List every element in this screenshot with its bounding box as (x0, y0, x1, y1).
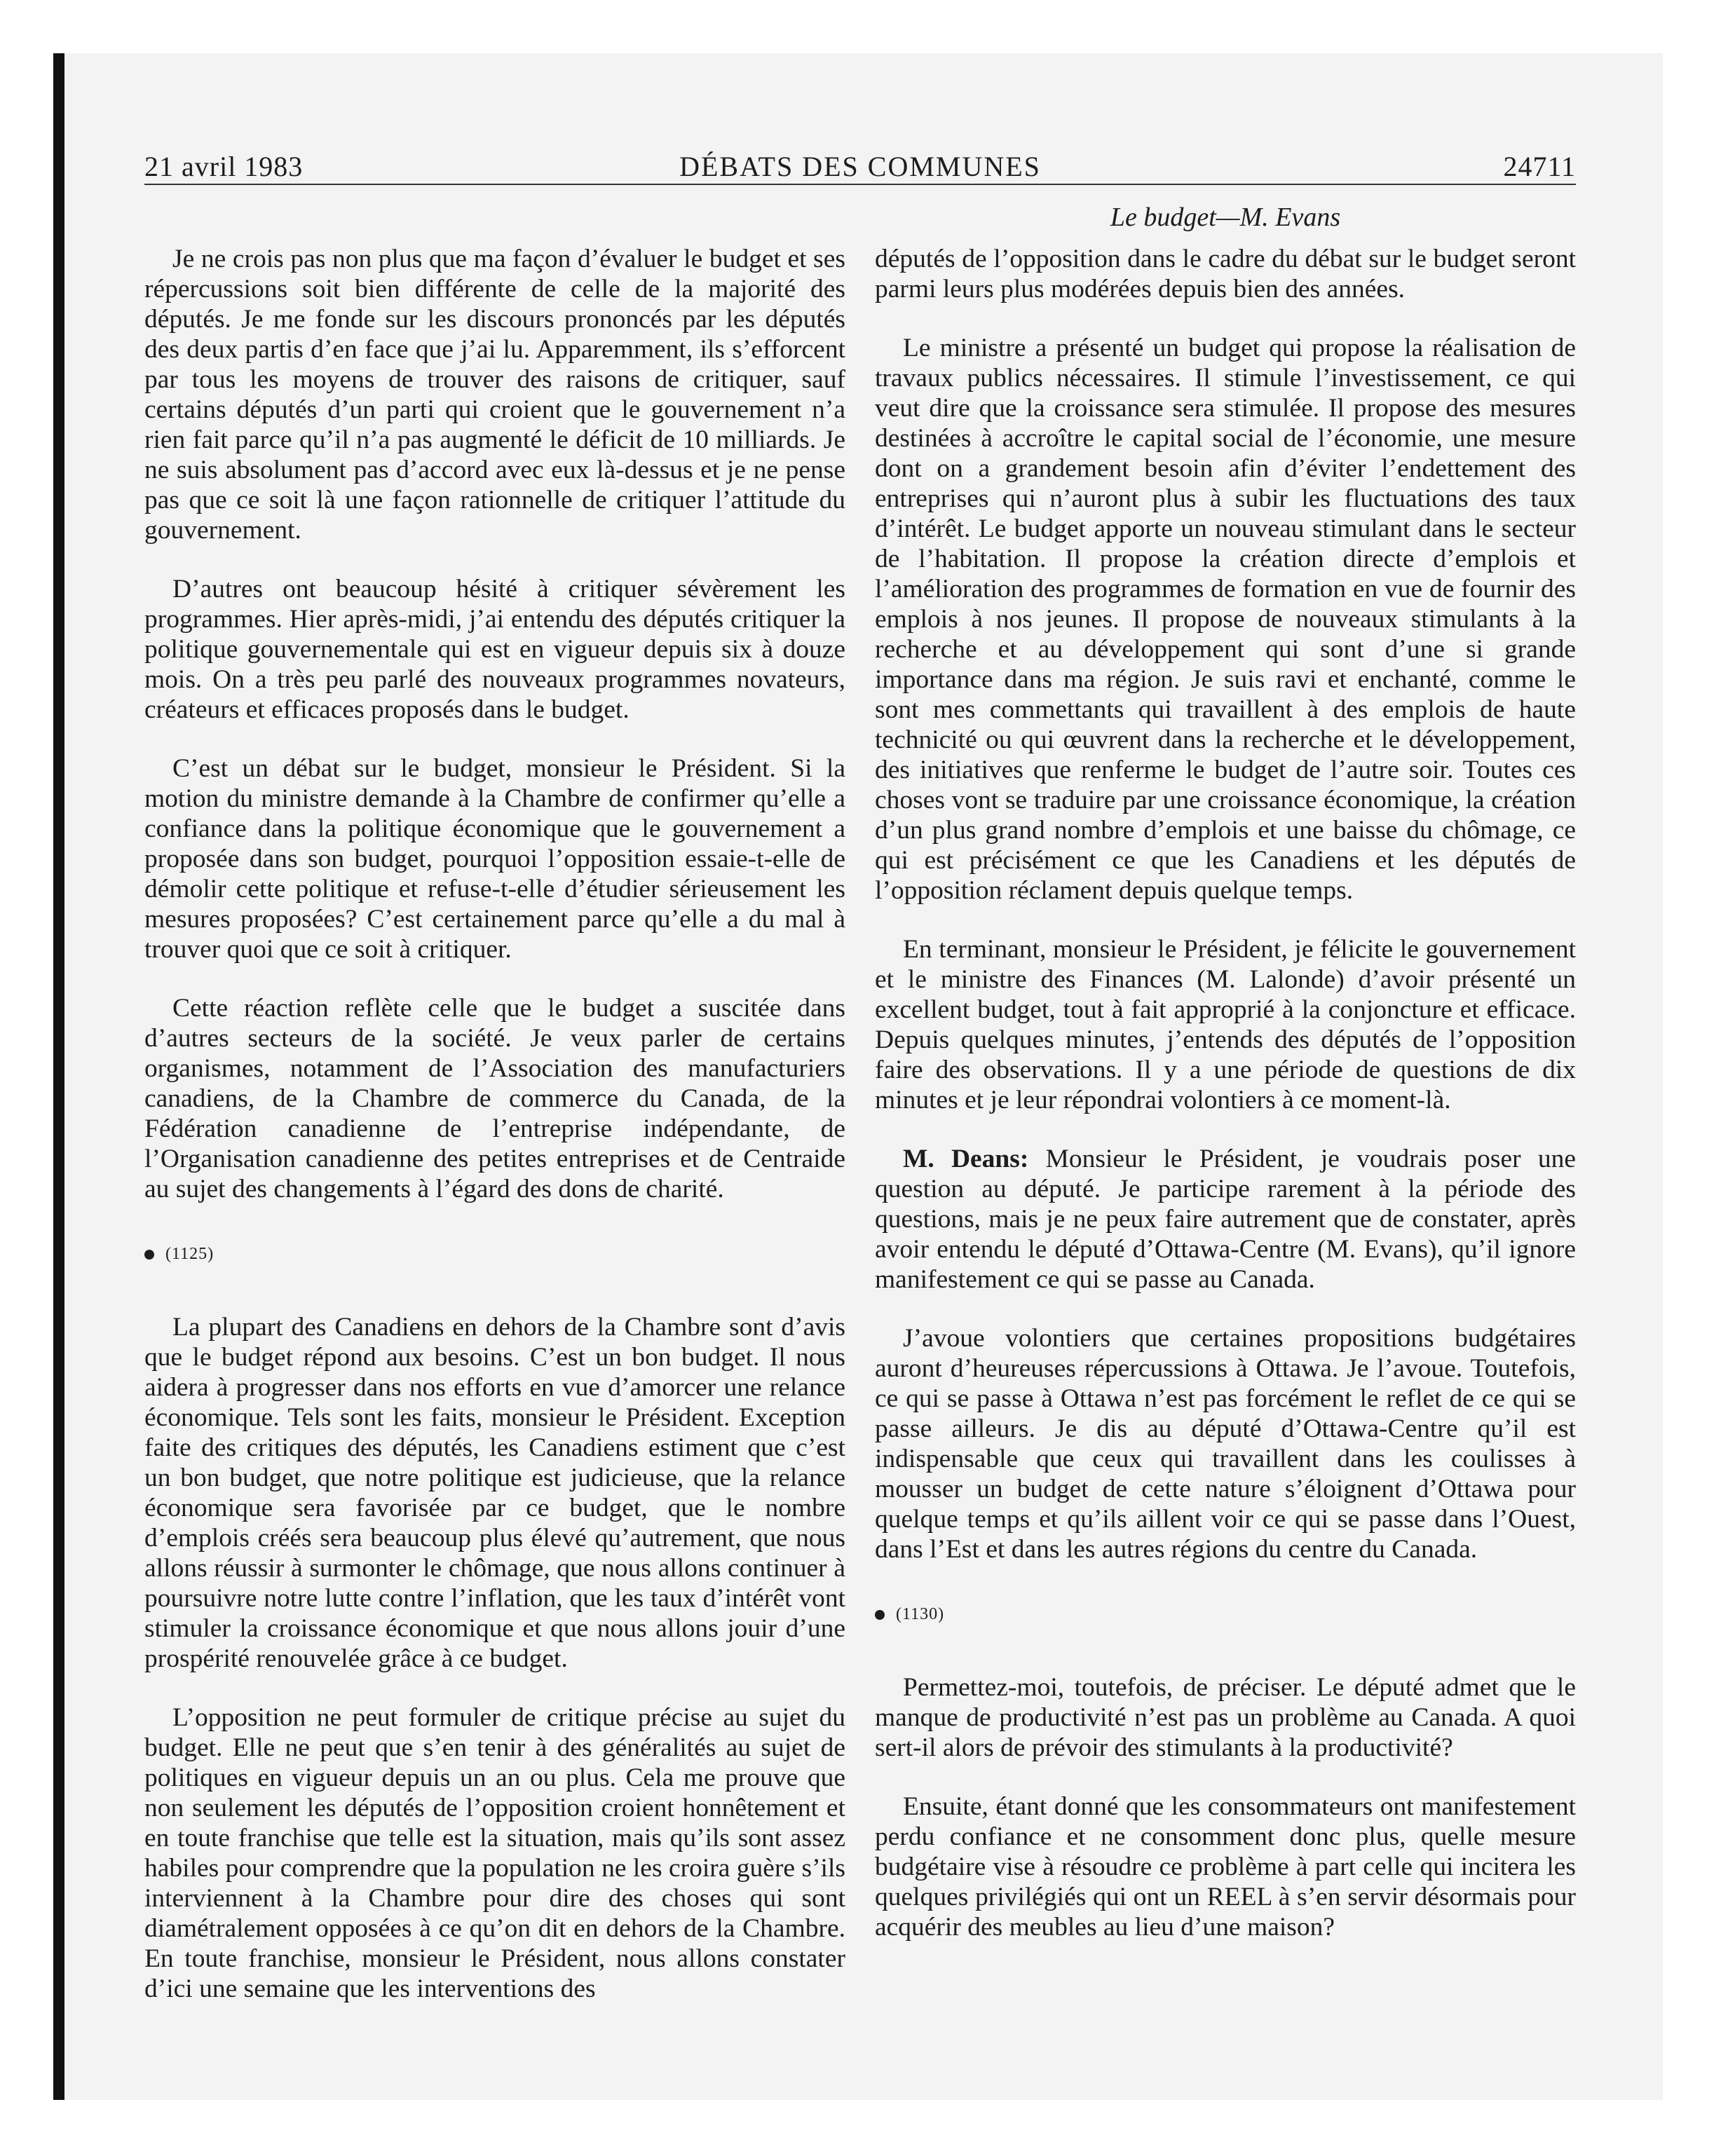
paragraph: députés de l’opposition dans le cadre du débat sur le budget seront parmi leurs plus modérées depuis bien des années. (875, 245, 1576, 303)
bullet-icon (875, 1610, 885, 1620)
time-marker-label: (1130) (896, 1605, 945, 1623)
paragraph: Je ne crois pas non plus que ma façon d’évaluer le budget et ses répercussions soit bien différente de celle de la majorité des députés. Je me fonde sur les discours prononcés par les députés des deux partis d’en face que j’ai lu. Apparemment, ils s’efforcent par tous les moyens de trouver des raisons de critiquer, sauf certains députés d’un parti qui croient que le gouvernement n’a rien fait parce qu’il n’a pas augmenté le déficit de 10 milliards. Je ne suis absolument pas d’accord avec eux là-dessus et je ne pense pas que ce soit là une façon rationnelle de critiquer l’attitude du gouvernement. (144, 245, 845, 545)
paragraph: Permettez-moi, toutefois, de préciser. Le député admet que le manque de productivité n’est pas un problème au Canada. A quoi sert-il alors de prévoir des stimulants à la productivité? (875, 1673, 1576, 1762)
header-rule (144, 184, 1576, 185)
paragraph: Cette réaction reflète celle que le budget a suscitée dans d’autres secteurs de la société. Je veux parler de certains organismes, notamment de l’Association des manufacturiers canadiens, de la Chambre de commerce du Canada, de la Fédération canadienne de l’entreprise indépendante, de l’Organisation canadienne des petites entreprises et de Centraide au sujet des changements à l’égard des dons de charité. (144, 994, 845, 1203)
header-page-number: 24711 (1503, 151, 1576, 182)
time-marker (144, 1245, 845, 1263)
right-column (875, 244, 1576, 1971)
time-marker-label: (1125) (165, 1245, 215, 1263)
paragraph: En terminant, monsieur le Président, je félicite le gouvernement et le ministre des Finances (M. Lalonde) d’avoir présenté un excellent budget, tout à fait approprié à la conjoncture et efficace. Depuis quelques minutes, j’entends des députés de l’opposition faire des observations. Il y a une période de questions de dix minutes et je leur répondrai volontiers à ce moment-là. (875, 935, 1576, 1114)
paragraph-speaker (875, 1144, 1576, 1295)
speech-text: Monsieur le Président, je voudrais poser une question au député. Je participe rarement à la période des questions, mais je ne peux faire autrement que de constater, après avoir entendu le député d’Ottawa-Centre (M. Evans), qu’il ignore manifestement ce qui se passe au Canada. (875, 1145, 1576, 1294)
paragraph: Ensuite, étant donné que les consommateurs ont manifestement perdu confiance et ne consomment donc plus, quelle mesure budgétaire vise à résoudre ce problème à part celle qui incitera les quelques privilégiés qui ont un REEL à s’en servir désormais pour acquérir des meubles au lieu d’une maison? (875, 1792, 1576, 1942)
page-header (144, 150, 1576, 185)
scan-binding-edge (53, 53, 64, 2100)
header-title: DÉBATS DES COMMUNES (679, 151, 1041, 182)
header-date: 21 avril 1983 (144, 151, 304, 182)
paragraph: J’avoue volontiers que certaines propositions budgétaires auront d’heureuses répercussions à Ottawa. Je l’avoue. Toutefois, ce qui se passe à Ottawa n’est pas forcément le reflet de ce qui se passe ailleurs. Je dis au député d’Ottawa-Centre qu’il est indispensable que ceux qui travaillent dans les coulisses à mousser un budget de cette nature s’éloignent d’Ottawa pour quelque temps et qu’ils aillent voir ce qui se passe dans l’Ouest, dans l’Est et dans les autres régions du centre du Canada. (875, 1324, 1576, 1564)
paragraph: La plupart des Canadiens en dehors de la Chambre sont d’avis que le budget répond aux besoins. C’est un bon budget. Il nous aidera à progresser dans nos efforts en vue d’amorcer une relance économique. Tels sont les faits, monsieur le Président. Exception faite des critiques des députés, les Canadiens estiment que c’est un bon budget, que notre politique est judicieuse, que la relance économique sera favorisée par ce budget, que le nombre d’emplois créés sera beaucoup plus élevé qu’autrement, que nous allons réussir à surmonter le chômage, que nous allons continuer à poursuivre notre lutte contre l’inflation, que les taux d’intérêt vont stimuler la croissance économique et que nous allons jouir d’une prospérité renouvelée grâce à ce budget. (144, 1313, 845, 1673)
paragraph: Le ministre a présenté un budget qui propose la réalisation de travaux publics nécessaires. Il stimule l’investissement, ce qui veut dire que la croissance sera stimulée. Il propose des mesures destinées à accroître le capital social de l’économie, une mesure dont on a grandement besoin afin d’éviter l’endettement des entreprises qui n’auront plus à subir les fluctuations des taux d’intérêt. Le budget apporte un nouveau stimulant dans le secteur de l’habitation. Il propose la création directe d’emplois et l’amélioration des programmes de formation en vue de fournir des emplois à nos jeunes. Il propose de nouveaux stimulants à la recherche et au développement qui sont d’une si grande importance dans ma région. Je suis ravi et enchanté, comme le sont mes commettants qui travaillent à des emplois de haute technicité ou qui œuvrent dans la recherche et le développement, des initiatives que renferme le budget de l’autre soir. Toutes ces choses vont se traduire par une croissance économique, la création d’un plus grand nombre d’emplois et une baisse du chômage, ce qui est précisément ce que les Canadiens et les députés de l’opposition réclament depuis quelque temps. (875, 334, 1576, 905)
section-title: Le budget—M. Evans (1110, 203, 1341, 232)
speaker-name: M. Deans: (903, 1145, 1029, 1173)
paragraph: L’opposition ne peut formuler de critique précise au sujet du budget. Elle ne peut que s’en tenir à des généralités au sujet de politiques en vigueur depuis un an ou plus. Cela me prouve que non seulement les députés de l’opposition croient honnêtement et en toute franchise que telle est la situation, mais qu’ils sont assez habiles pour comprendre que la population ne les croira guère s’ils interviennent à la Chambre pour dire des choses qui sont diamétralement opposées à ce qu’on dit en dehors de la Chambre. En toute franchise, monsieur le Président, nous allons constater d’ici une semaine que les interventions des (144, 1703, 845, 2003)
paragraph: C’est un débat sur le budget, monsieur le Président. Si la motion du ministre demande à la Chambre de confirmer qu’elle a confiance dans la politique économique que le gouvernement a proposée dans son budget, pourquoi l’opposition essaie-t-elle de démolir cette politique et refuse-t-elle d’étudier sérieusement les mesures proposées? C’est certainement parce qu’elle a du mal à trouver quoi que ce soit à critiquer. (144, 754, 845, 964)
bullet-icon (144, 1250, 154, 1260)
left-column (144, 244, 845, 2033)
paragraph: D’autres ont beaucoup hésité à critiquer sévèrement les programmes. Hier après-midi, j’ai entendu des députés critiquer la politique gouvernementale qui est en vigueur depuis six à douze mois. On a très peu parlé des nouveaux programmes novateurs, créateurs et efficaces proposés dans le budget. (144, 575, 845, 724)
time-marker (875, 1605, 1576, 1623)
scan-right-edge (1663, 53, 1668, 2100)
